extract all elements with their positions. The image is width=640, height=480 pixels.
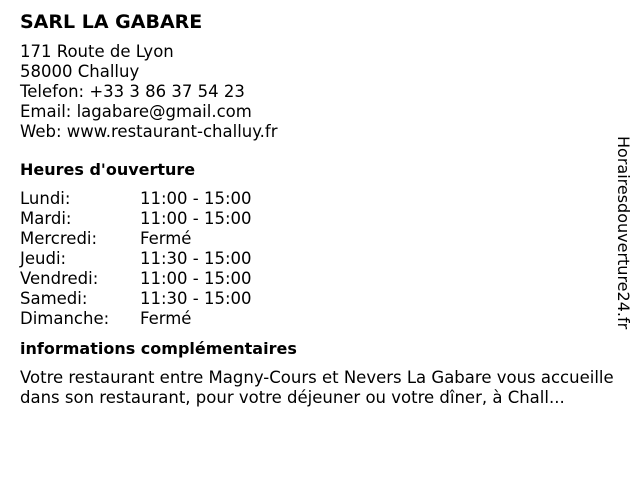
hours-day: Mardi:: [20, 209, 72, 228]
hours-day: Dimanche:: [20, 309, 110, 328]
hours-table: [20, 189, 620, 329]
hours-time: 11:30 - 15:00: [140, 249, 252, 268]
hours-row-thursday: [20, 249, 620, 269]
hours-row-sunday: [20, 309, 620, 329]
hours-time: Fermé: [140, 229, 192, 248]
address-line1: 171 Route de Lyon: [20, 42, 174, 61]
business-name: SARL LA GABARE: [20, 11, 203, 33]
hours-day: Vendredi:: [20, 269, 99, 288]
hours-day: Mercredi:: [20, 229, 98, 248]
hours-row-friday: [20, 269, 620, 289]
hours-heading: Heures d'ouverture: [20, 160, 196, 179]
hours-time: Fermé: [140, 309, 192, 328]
hours-day: Samedi:: [20, 289, 88, 308]
hours-time: 11:00 - 15:00: [140, 209, 252, 228]
business-card: [20, 10, 620, 408]
hours-day: Lundi:: [20, 189, 71, 208]
phone-text: Telefon: +33 3 86 37 54 23: [20, 82, 245, 101]
hours-row-saturday: [20, 289, 620, 309]
hours-time: 11:30 - 15:00: [140, 289, 252, 308]
hours-time: 11:00 - 15:00: [140, 189, 252, 208]
email-text: Email: lagabare@gmail.com: [20, 102, 252, 121]
hours-time: 11:00 - 15:00: [140, 269, 252, 288]
hours-row-wednesday: [20, 229, 620, 249]
info-heading: informations complémentaires: [20, 339, 297, 358]
address-line2: 58000 Challuy: [20, 62, 140, 81]
hours-row-tuesday: [20, 209, 620, 229]
contact-block: [20, 42, 620, 142]
hours-day: Jeudi:: [20, 249, 67, 268]
hours-row-monday: [20, 189, 620, 209]
web-text: Web: www.restaurant-challuy.fr: [20, 122, 278, 141]
info-text: Votre restaurant entre Magny-Cours et Nevers La Gabare vous accueille dans son restaurant, pour votre déjeuner ou votre dîner, à Chall...: [20, 368, 614, 407]
brand-watermark-text: Horairesdouverture24.fr: [614, 136, 633, 330]
